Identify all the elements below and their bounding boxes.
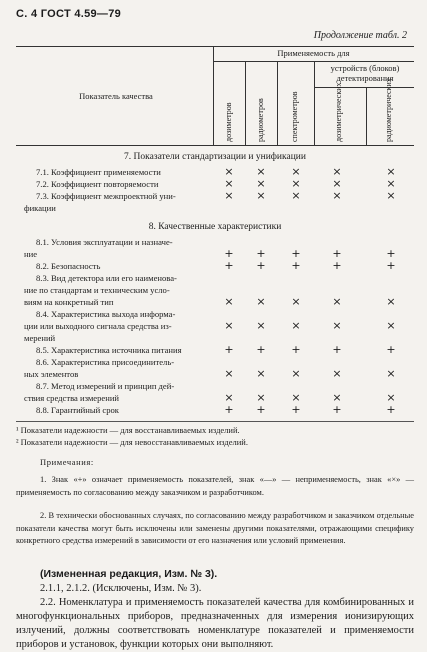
applicability-mark: × <box>332 165 342 178</box>
applicability-mark: × <box>386 391 396 404</box>
table-row <box>16 167 414 179</box>
row-label: ствия средства измерений <box>24 393 120 403</box>
applicability-mark: × <box>386 165 396 178</box>
table-row <box>16 285 414 297</box>
applicability-mark: × <box>386 295 396 308</box>
applicability-mark: + <box>256 247 266 260</box>
applicability-mark: + <box>332 247 342 260</box>
col-detection-radiometric: радиометрических <box>384 78 393 142</box>
row-label: 8.5. Характеристика источника питания <box>36 345 182 355</box>
page-header-code: С. 4 ГОСТ 4.59—79 <box>16 8 122 20</box>
col-radiometers: радиометров <box>256 98 265 142</box>
applicability-mark: × <box>224 165 234 178</box>
table-row <box>16 191 414 203</box>
table-row <box>16 345 414 357</box>
row-label: 7.2. Коэффициент повторяемости <box>36 179 159 189</box>
table-row <box>16 393 414 405</box>
applicability-mark: + <box>291 247 301 260</box>
applicability-mark: × <box>291 391 301 404</box>
row-label: 8.1. Условия эксплуатации и назначе- <box>36 237 173 247</box>
applicability-mark: × <box>256 189 266 202</box>
applicability-mark: × <box>256 177 266 190</box>
table-row <box>16 405 414 417</box>
applicability-mark: + <box>291 259 301 272</box>
table-row <box>16 179 414 191</box>
applicability-mark: × <box>224 177 234 190</box>
applicability-mark: × <box>224 189 234 202</box>
applicability-mark: × <box>291 367 301 380</box>
table-row <box>16 297 414 309</box>
row-label: 7.3. Коэффициент межпроектной уни- <box>36 191 176 201</box>
note-1: 1. Знак «+» означает применяемость показателей, знак «—» — неприменяемость, знак «×» — применяемость по согласованию между заказчиком и разработчиком. <box>16 475 414 497</box>
applicability-mark: + <box>224 247 234 260</box>
note-2: 2. В технически обоснованных случаях, по согласованию между разработчиком и заказчиком отдельные показатели качества могут быть исключены или заменены другими показателями, отражающими специфику конкретного средства измерений в зависимости от его назначения или условий применения. <box>16 511 414 546</box>
row-label: 8.4. Характеристика выхода информа- <box>36 309 176 319</box>
row-label: 8.7. Метод измерений и принцип дей- <box>36 381 175 391</box>
table-row <box>16 381 414 393</box>
applicability-mark: + <box>256 403 266 416</box>
table-row <box>16 203 414 215</box>
applicability-mark: + <box>386 403 396 416</box>
applicability-mark: × <box>224 319 234 332</box>
applicability-mark: + <box>224 343 234 356</box>
table-row <box>16 309 414 321</box>
table-row <box>16 261 414 273</box>
row-label: мерений <box>24 333 56 343</box>
applicability-mark: × <box>256 319 266 332</box>
table-row <box>16 357 414 369</box>
applicability-mark: + <box>291 403 301 416</box>
row-label: 8.2. Безопасность <box>36 261 101 271</box>
applicability-mark: + <box>256 343 266 356</box>
footnote-1: ¹ Показатели надежности — для восстанавливаемых изделий. <box>16 421 414 435</box>
applicability-mark: × <box>386 319 396 332</box>
table-header <box>16 46 414 146</box>
row-label: 8.3. Вид детектора или его наименова- <box>36 273 177 283</box>
applicability-mark: × <box>332 295 342 308</box>
applicability-mark: × <box>332 189 342 202</box>
applicability-mark: + <box>332 259 342 272</box>
applicability-mark: × <box>332 319 342 332</box>
applicability-mark: × <box>386 367 396 380</box>
row-label: ных элементов <box>24 369 79 379</box>
row-label: 8.6. Характеристика присоединитель- <box>36 357 175 367</box>
table-row <box>16 321 414 333</box>
applicability-mark: × <box>332 367 342 380</box>
applicability-mark: + <box>224 259 234 272</box>
row-label: ние по стандартам и техническим усло- <box>24 285 170 295</box>
applicability-mark: × <box>332 177 342 190</box>
row-label: фикации <box>24 203 56 213</box>
applicability-mark: + <box>332 343 342 356</box>
table-continuation-label: Продолжение табл. 2 <box>313 30 407 41</box>
applicability-mark: × <box>291 319 301 332</box>
table-row <box>16 369 414 381</box>
applicability-mark: × <box>224 391 234 404</box>
col-spectrometers: спектрометров <box>290 91 299 142</box>
table-row <box>16 237 414 249</box>
table-row <box>16 273 414 285</box>
applicability-mark: × <box>291 295 301 308</box>
col-detection-dosimetric: дозиметрических <box>334 82 343 142</box>
applicability-mark: × <box>224 367 234 380</box>
applicability-mark: × <box>224 295 234 308</box>
applicability-mark: + <box>224 403 234 416</box>
applicability-mark: × <box>386 189 396 202</box>
table-row <box>16 333 414 345</box>
paragraph-2-2: 2.2. Номенклатура и применяемость показателей качества для комбинированных и многофункциональных приборов, предназначенных для измерения ионизирующих излучений, должны соответствовать номенклатуре показателей и применяемости приборов и установок, функции которых они выполняют. <box>16 597 414 650</box>
row-label: 8.8. Гарантийный срок <box>36 405 119 415</box>
section8-title: 8. Качественные характеристики <box>148 222 282 232</box>
row-label: ние <box>24 249 38 259</box>
applicability-mark: × <box>256 391 266 404</box>
detection-units-header: устройств (блоков) детектирования <box>330 63 400 83</box>
applicability-mark: × <box>256 165 266 178</box>
applicability-mark: × <box>386 177 396 190</box>
notes-title: Примечания: <box>40 457 94 467</box>
applicability-mark: + <box>332 403 342 416</box>
applicability-mark: × <box>256 367 266 380</box>
row-label: ции или выходного сигнала средства из- <box>24 321 172 331</box>
row-label: 7.1. Коэффициент применяемости <box>36 167 161 177</box>
edition-note: (Измененная редакция, Изм. № 3). <box>40 568 218 580</box>
applicability-mark: × <box>332 391 342 404</box>
col-dosimeters: дозиметров <box>224 102 233 142</box>
applicability-mark: × <box>291 189 301 202</box>
footnote-2: ² Показатели надежности — для невосстанавливаемых изделий. <box>16 437 248 447</box>
section7-title: 7. Показатели стандартизации и унификации <box>124 152 306 162</box>
applicability-mark: + <box>386 259 396 272</box>
excluded-clauses: 2.1.1, 2.1.2. (Исключены, Изм. № 3). <box>40 583 202 594</box>
applicability-mark: + <box>291 343 301 356</box>
applicability-mark: × <box>291 177 301 190</box>
applicability-mark: + <box>256 259 266 272</box>
table-row <box>16 249 414 261</box>
indicator-column-header: Показатель качества <box>79 91 153 101</box>
applicability-mark: × <box>291 165 301 178</box>
applicability-mark: + <box>386 343 396 356</box>
applicability-mark: × <box>256 295 266 308</box>
row-label: виям на конкретный тип <box>24 297 114 307</box>
applicability-mark: + <box>386 247 396 260</box>
applicability-header: Применяемость для <box>277 48 350 58</box>
